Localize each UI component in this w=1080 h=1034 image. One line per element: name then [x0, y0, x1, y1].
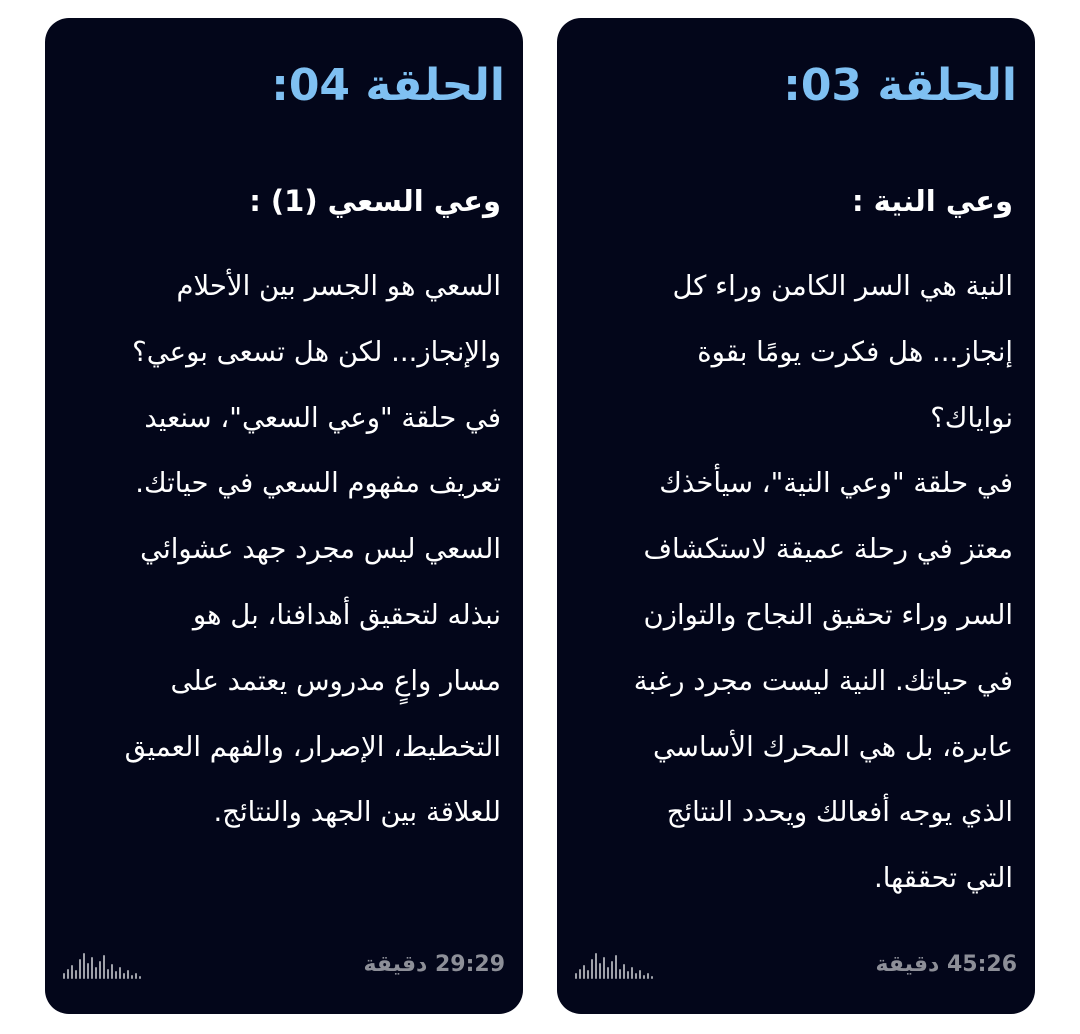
episode-description	[571, 254, 1013, 912]
waveform-bar	[71, 965, 73, 979]
description-line: نواياك؟	[930, 401, 1013, 434]
description-line: السر وراء تحقيق النجاح والتوازن	[643, 598, 1013, 631]
episode-footer	[575, 946, 1017, 982]
description-line: النية هي السر الكامن وراء كل	[672, 270, 1013, 302]
waveform-bar	[603, 957, 605, 979]
waveform-bar	[75, 970, 77, 979]
waveform-bar	[607, 967, 609, 979]
episode-description	[59, 254, 501, 846]
waveform-bar	[619, 969, 621, 979]
waveform-bar	[575, 973, 577, 979]
description-line: والإنجاز... لكن هل تسعى بوعي؟	[132, 335, 501, 368]
waveform-bar	[131, 975, 133, 979]
waveform-bar	[111, 964, 113, 979]
episode-title: الحلقة 03:	[783, 60, 1017, 111]
description-line: في حلقة "وعي النية"، سيأخذك	[659, 467, 1013, 500]
episode-card-04[interactable]	[45, 18, 523, 1014]
waveform-bar	[623, 964, 625, 979]
waveform-bar	[123, 973, 125, 979]
waveform-bar	[139, 976, 141, 979]
episode-duration: 45:26 دقيقة	[875, 951, 1017, 977]
waveform-bar	[67, 969, 69, 979]
waveform-bar	[83, 953, 85, 979]
description-line: في حياتك. النية ليست مجرد رغبة	[633, 664, 1013, 697]
description-line: السعي هو الجسر بين الأحلام	[176, 270, 501, 302]
episode-title: الحلقة 04:	[271, 60, 505, 111]
audio-waveform-icon	[63, 949, 143, 979]
waveform-bar	[587, 970, 589, 979]
waveform-bar	[635, 973, 637, 979]
episode-subtitle: وعي السعي (1) :	[249, 184, 501, 218]
description-line: للعلاقة بين الجهد والنتائج.	[213, 796, 501, 829]
waveform-bar	[591, 959, 593, 979]
episode-footer	[63, 946, 505, 982]
description-line: إنجاز... هل فكرت يومًا بقوة	[697, 335, 1013, 368]
description-line: التي تحققها.	[873, 862, 1013, 895]
waveform-bar	[87, 963, 89, 979]
waveform-bar	[115, 971, 117, 979]
waveform-bar	[63, 973, 65, 979]
waveform-bar	[119, 967, 121, 979]
audio-waveform-icon	[575, 949, 655, 979]
waveform-bar	[99, 961, 101, 979]
waveform-bar	[583, 965, 585, 979]
description-line: الذي يوجه أفعالك ويحدد النتائج	[666, 796, 1013, 829]
waveform-bar	[647, 973, 649, 979]
description-line: في حلقة "وعي السعي"، سنعيد	[144, 401, 501, 434]
waveform-bar	[103, 955, 105, 979]
description-line: السعي ليس مجرد جهد عشوائي	[140, 533, 501, 566]
waveform-bar	[135, 973, 137, 979]
waveform-bar	[599, 963, 601, 979]
episode-subtitle: وعي النية :	[851, 184, 1013, 218]
waveform-bar	[611, 961, 613, 979]
waveform-bar	[651, 976, 653, 979]
waveform-bar	[95, 967, 97, 979]
waveform-bar	[579, 969, 581, 979]
waveform-bar	[643, 975, 645, 979]
description-line: التخطيط، الإصرار، والفهم العميق	[124, 730, 501, 763]
waveform-bar	[615, 955, 617, 979]
waveform-bar	[631, 967, 633, 979]
waveform-bar	[127, 970, 129, 979]
episode-card-03[interactable]	[557, 18, 1035, 1014]
waveform-bar	[639, 970, 641, 979]
description-line: عابرة، بل هي المحرك الأساسي	[653, 730, 1013, 763]
description-line: نبذله لتحقيق أهدافنا، بل هو	[192, 598, 501, 631]
description-line: معتز في رحلة عميقة لاستكشاف	[643, 533, 1013, 566]
description-line: تعريف مفهوم السعي في حياتك.	[135, 467, 501, 500]
waveform-bar	[627, 971, 629, 979]
waveform-bar	[595, 953, 597, 979]
waveform-bar	[107, 969, 109, 979]
waveform-bar	[91, 957, 93, 979]
description-line: مسار واعٍ مدروس يعتمد على	[170, 664, 501, 697]
waveform-bar	[79, 959, 81, 979]
episode-duration: 29:29 دقيقة	[363, 951, 505, 977]
